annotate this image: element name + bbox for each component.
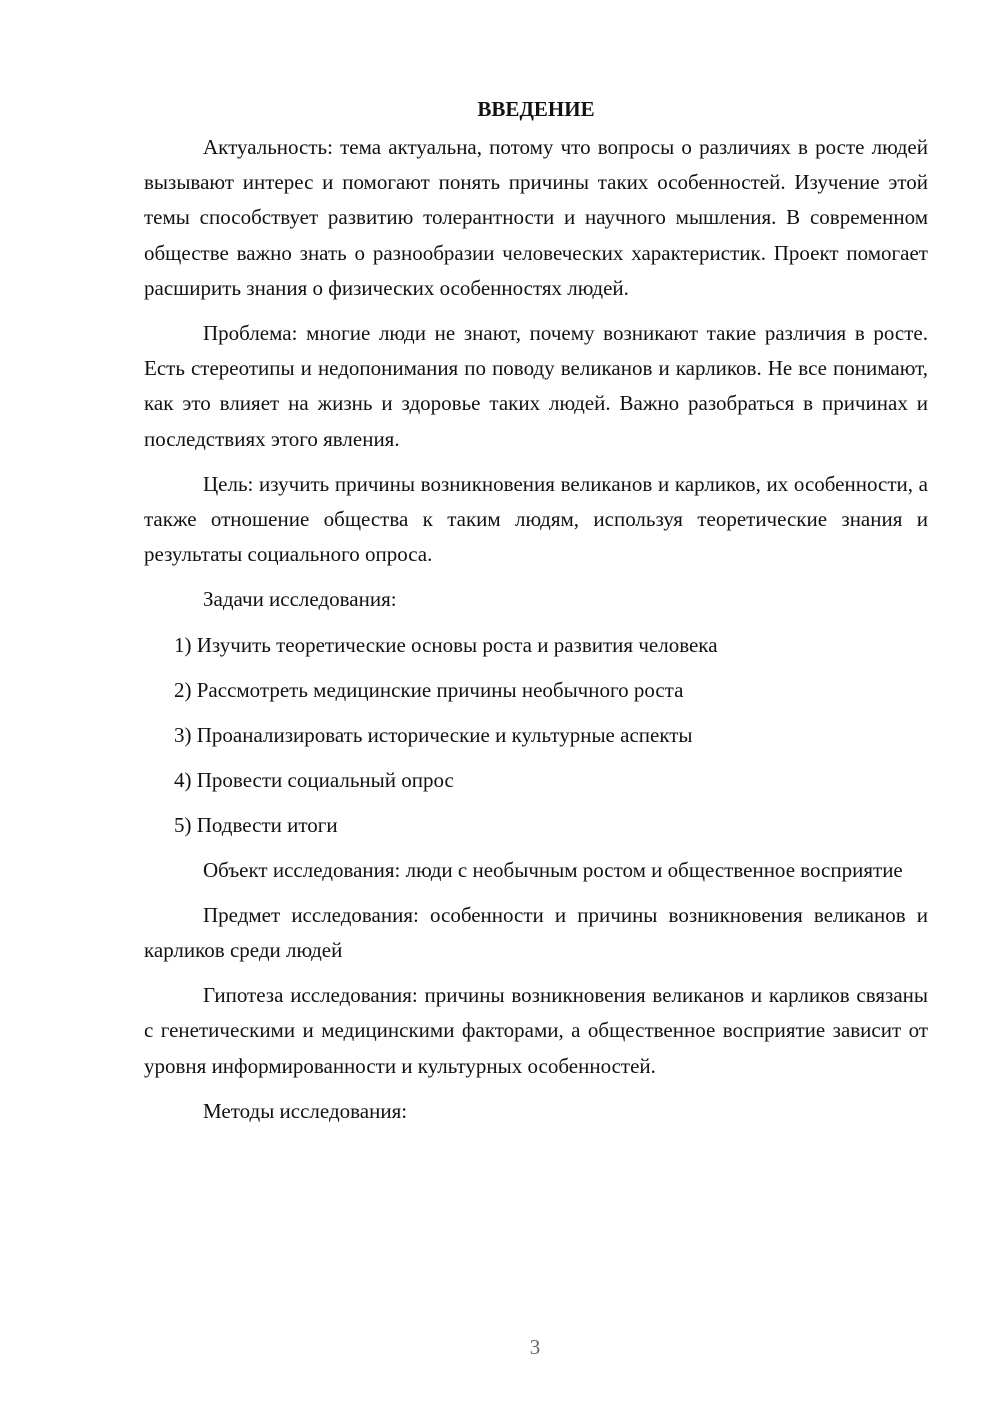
page-content [144, 92, 928, 1139]
task-item-4: 4) Провести социальный опрос [174, 767, 454, 792]
tasks-heading: Задачи исследования: [203, 587, 397, 612]
problem-paragraph: Проблема: многие люди не знают, почему возникают такие различия в росте. Есть стереотипы и недопонимания по поводу великанов и карликов. Не все понимают, как это влияет на жизнь и здоровье таких людей. Важно разобраться в причинах и последствиях этого явления. [144, 321, 928, 451]
task-item-1: 1) Изучить теоретические основы роста и развития человека [174, 632, 718, 657]
task-item-2: 2) Рассмотреть медицинские причины необычного роста [174, 677, 684, 702]
methods-heading: Методы исследования: [203, 1098, 408, 1123]
page-number: 3 [529, 1335, 541, 1359]
task-item-3: 3) Проанализировать исторические и культурные аспекты [174, 722, 693, 747]
goal-paragraph: Цель: изучить причины возникновения великанов и карликов, их особенности, а также отношение общества к таким людям, используя теоретические знания и результаты социального опроса. [144, 471, 928, 567]
subject-paragraph: Предмет исследования: особенности и причины возникновения великанов и карликов среди людей [144, 902, 928, 963]
tasks-list [144, 628, 928, 843]
hypothesis-paragraph: Гипотеза исследования: причины возникновения великанов и карликов связаны с генетическими и медицинскими факторами, а общественное восприятие зависит от уровня информированности и культурных особенностей. [144, 983, 928, 1078]
object-paragraph: Объект исследования: люди с необычным ростом и общественное восприятие [203, 857, 903, 882]
relevance-paragraph: Актуальность: тема актуальна, потому что вопросы о различиях в росте людей вызывают интерес и помогают понять причины таких особенностей. Изучение этой темы способствует развитию толерантности и научного мышления. В современном обществе важно знать о разнообразии человеческих характеристик. Проект помогает расширить знания о физических особенностях людей. [144, 135, 928, 300]
task-item-5: 5) Подвести итоги [174, 812, 338, 837]
page-title: ВВЕДЕНИЕ [477, 97, 595, 121]
